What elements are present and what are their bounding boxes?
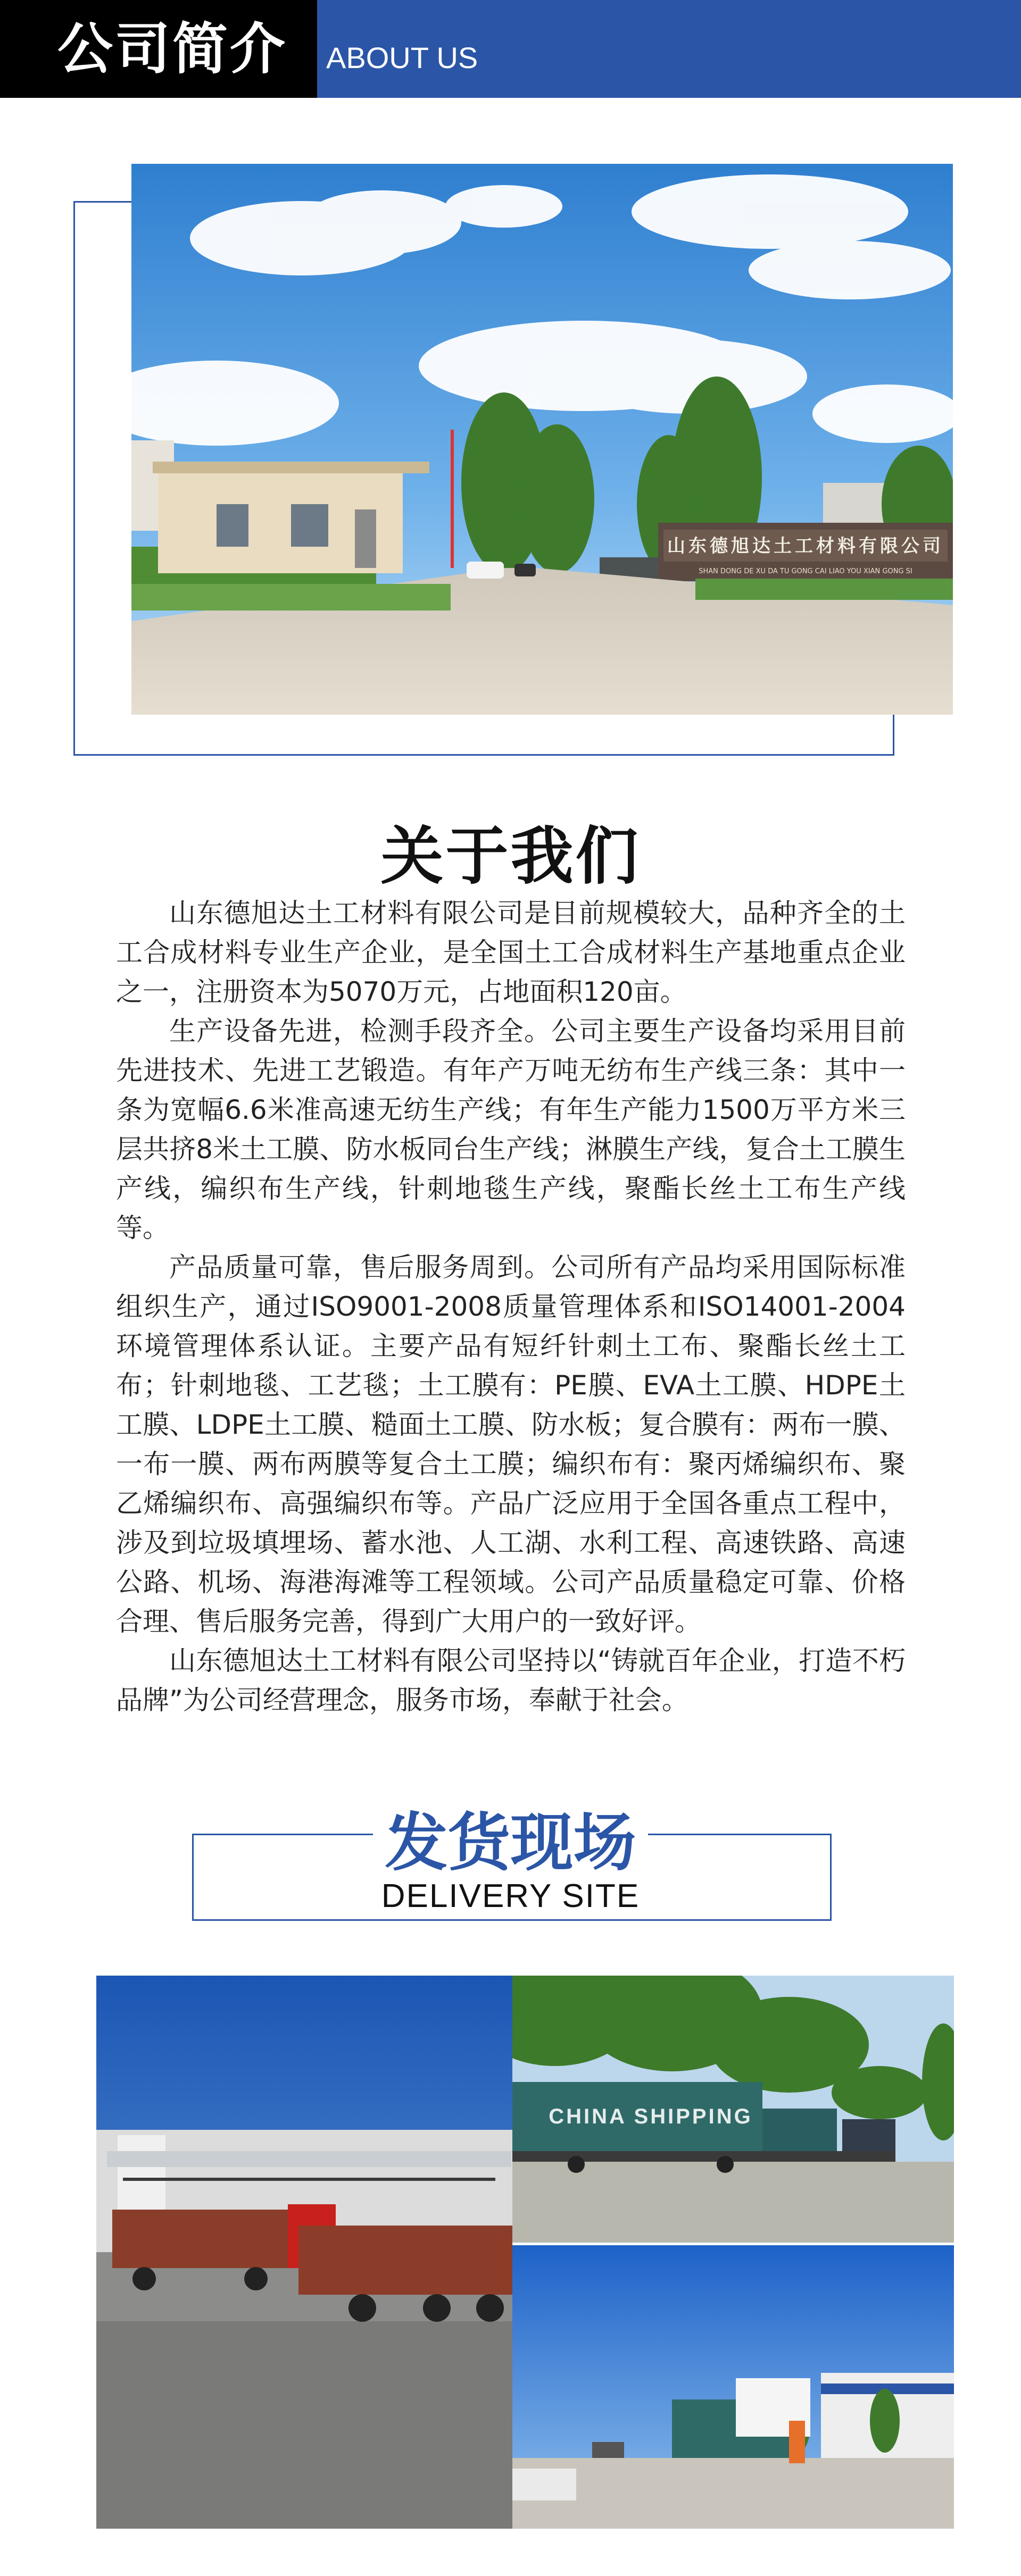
delivery-photo-containers	[512, 1976, 954, 2243]
factory-photo	[131, 164, 953, 715]
about-paragraph: 山东德旭达土工材料有限公司坚持以“铸就百年企业，打造不朽品牌”为公司经营理念，服务市场，奉献于社会。	[116, 1645, 906, 1716]
header-subtitle: ABOUT US	[326, 41, 478, 74]
delivery-photo-trucks	[96, 1976, 512, 2529]
gate-sign-pinyin: SHAN DONG DE XU DA TU GONG CAI LIAO YOU XIAN GONG SI	[699, 567, 912, 575]
delivery-title	[0, 1792, 1021, 1883]
photo-frame-top	[73, 201, 132, 203]
container-label: CHINA SHIPPING	[549, 2105, 753, 2128]
about-paragraph: 生产设备先进，检测手段齐全。公司主要生产设备均采用目前先进技术、先进工艺锻造。有年产万吨无纺布生产线三条：其中一条为宽幅6.6米准高速无纺生产线；有年生产能力1500万平方米三层共挤8米土工膜、防水板同台生产线；淋膜生产线，复合土工膜生产线，编织布生产线，针刺地毯生产线，聚酯长丝土工布生产线等。	[116, 1016, 906, 1243]
photo-frame-right	[893, 713, 894, 756]
about-paragraph: 山东德旭达土工材料有限公司是目前规模较大，品种齐全的土工合成材料专业生产企业，是全国土工合成材料生产基地重点企业之一，注册资本为5070万元，占地面积120亩。	[116, 898, 906, 1007]
delivery-subtitle: DELIVERY SITE	[381, 1878, 640, 1914]
delivery-title-text: 发货现场	[373, 1806, 648, 1879]
header-title: 公司简介	[57, 16, 288, 81]
delivery-photo-loading	[512, 2245, 954, 2529]
about-title: 关于我们	[380, 819, 641, 893]
about-paragraph: 产品质量可靠，售后服务周到。公司所有产品均采用国际标准组织生产，通过ISO9001-2008质量管理体系和ISO14001-2004环境管理体系认证。主要产品有短纤针刺土工布、聚酯长丝土工布；针刺地毯、工艺毯；土工膜有：PE膜、EVA土工膜、HDPE土工膜、LDPE土工膜、糙面土工膜、防水板；复合膜有：两布一膜、一布一膜、两布两膜等复合土工膜；编织布有：聚丙烯编织布、聚乙烯编织布、高强编织布等。产品广泛应用于全国各重点工程中，涉及到垃圾填埋场、蓄水池、人工湖、水利工程、高速铁路、高速公路、机场、海港海滩等工程领域。公司产品质量稳定可靠、价格合理、售后服务完善，得到广大用户的一致好评。	[116, 1252, 906, 1637]
about-body	[116, 893, 906, 1720]
gate-sign-text: 山东德旭达土工材料有限公司	[667, 536, 944, 557]
